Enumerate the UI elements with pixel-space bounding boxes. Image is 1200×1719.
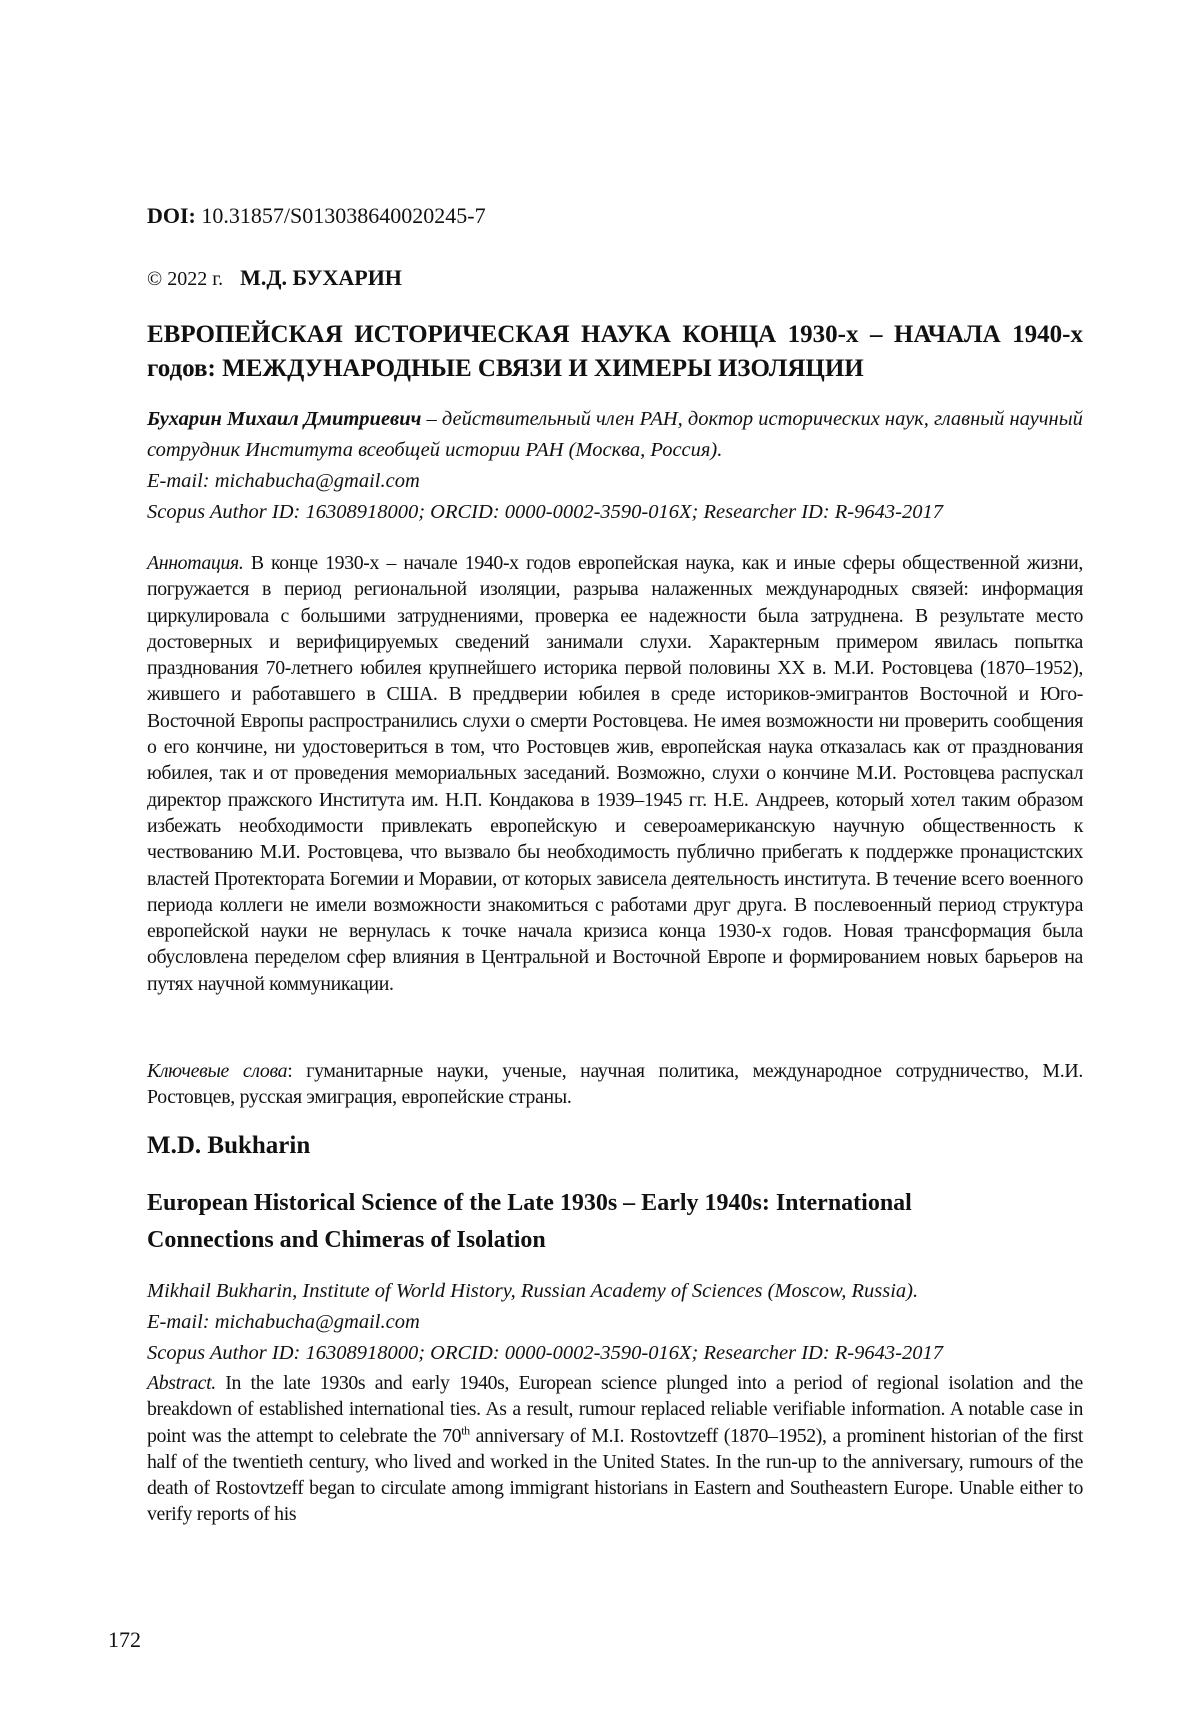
abstract-en-text-2: anniversary of M.I. Rostovtzeff (1870–1952), a prominent historian of the first half of the twentieth century, who lived and worked in the United States. In the run-up to the anniversary, rumours of the death of Rostovtzeff began to circulate among immigrant historians in Eastern and Southeastern Europe. Unable either to verify reports of his <box>147 1425 1083 1526</box>
email-ru: E-mail: michabucha@gmail.com <box>147 466 1083 497</box>
abstract-en-text-1: In the late 1930s and early 1940s, European science plunged into a period of regional isolation and the breakdown of established international ties. As a result, rumour replaced reliable verifiable information. A notable case in point was the attempt to celebrate the 70 <box>147 1372 1083 1447</box>
keywords-ru-text: : гуманитарные науки, ученые, научная политика, международное сотрудничество, М.И. Ростовцев, русская эмиграция, европейские страны. <box>147 1060 1083 1108</box>
keywords-ru-label: Ключевые слова <box>147 1060 287 1082</box>
author-ru-header: М.Д. БУХАРИН <box>240 265 402 290</box>
abstract-ru-label: Аннотация. <box>147 552 243 574</box>
ordinal-superscript: th <box>461 1423 470 1437</box>
author-info-en <box>147 1276 1083 1369</box>
keywords-ru <box>147 1058 1083 1111</box>
copyright-line <box>147 264 402 293</box>
email-en: E-mail: michabucha@gmail.com <box>147 1307 1083 1338</box>
abstract-ru <box>147 550 1083 997</box>
author-ids-en: Scopus Author ID: 16308918000; ORCID: 0000-0002-3590-016X; Researcher ID: R-9643-2017 <box>147 1338 1083 1369</box>
title-en: European Historical Science of the Late 1930s – Early 1940s: International Connections and Chimeras of Isolation <box>147 1185 1027 1259</box>
doi-label: DOI: <box>147 203 196 228</box>
doi-value: 10.31857/S013038640020245-7 <box>201 203 485 228</box>
doi-line <box>147 202 486 230</box>
abstract-en <box>147 1370 1083 1528</box>
author-name-ru: Бухарин Михаил Дмитриевич <box>147 408 421 430</box>
abstract-ru-text: В конце 1930-х – начале 1940-х годов европейская наука, как и иные сферы общественной жизни, погружается в период региональной изоляции, разрыва налаженных международных связей: информация циркулировала с большими затруднениями, проверка ее надежности была затруднена. В результате место достоверных и верифицируемых сведений занимали слухи. Характерным примером явилась попытка празднования 70-летнего юбилея крупнейшего историка первой половины XX в. М.И. Ростовцева (1870–1952), жившего и работавшего в США. В преддверии юбилея в среде историков-эмигрантов Восточной и Юго-Восточной Европы распространились слухи о смерти Ростовцева. Не имея возможности ни проверить сообщения о его кончине, ни удостовериться в том, что Ростовцев жив, европейская наука отказалась как от празднования юбилея, так и от проведения мемориальных заседаний. Возможно, слухи о кончине М.И. Ростовцева распускал директор пражского Института им. Н.П. Кондакова в 1939–1945 гг. Н.Е. Андреев, который хотел таким образом избежать необходимости привлекать европейскую и североамериканскую научную общественность к чествованию М.И. Ростовцева, что вызвало бы необходимость публично прибегать к поддержке пронацистских властей Протектората Богемии и Моравии, от которых зависела деятельность института. В течение всего военного периода коллеги не имели возможности знакомиться с работами друг друга. В послевоенный период структура европейской науки не вернулась к точке начала кризиса конца 1930-х годов. Новая трансформация была обусловлена переделом сфер влияния в Центральной и Восточной Европе и формированием новых барьеров на путях научной коммуникации. <box>147 552 1083 995</box>
abstract-en-label: Abstract. <box>147 1372 216 1394</box>
author-description-ru: – действительный член РАН, доктор исторических наук, главный научный сотрудник Института всеобщей истории РАН (Москва, Россия). <box>147 408 1083 461</box>
author-ids-ru: Scopus Author ID: 16308918000; ORCID: 0000-0002-3590-016X; Researcher ID: R-9643-2017 <box>147 497 1083 528</box>
copyright-year: © 2022 г. <box>147 268 223 290</box>
title-ru: ЕВРОПЕЙСКАЯ ИСТОРИЧЕСКАЯ НАУКА КОНЦА 1930-х – НАЧАЛА 1940-х годов: МЕЖДУНАРОДНЫЕ СВЯЗИ И ХИМЕРЫ ИЗОЛЯЦИИ <box>147 318 1083 386</box>
page-number: 172 <box>108 1627 141 1653</box>
author-en-header: M.D. Bukharin <box>147 1130 310 1162</box>
affiliation-en: Mikhail Bukharin, Institute of World History, Russian Academy of Sciences (Moscow, Russia). <box>147 1276 1083 1307</box>
author-info-ru <box>147 404 1083 528</box>
